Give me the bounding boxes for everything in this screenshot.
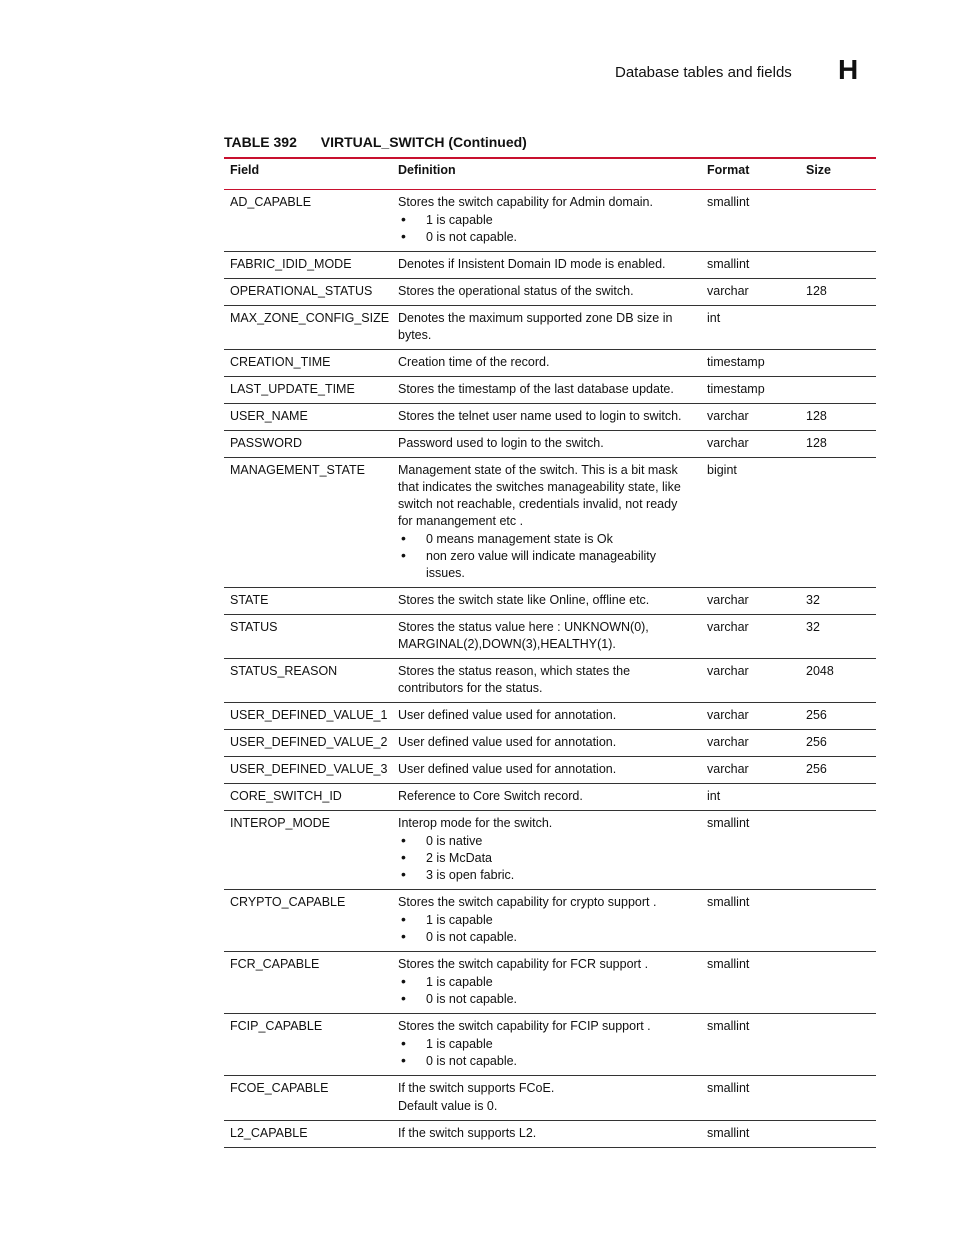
definition-text: Stores the status reason, which states the contributors for the status. (398, 664, 631, 695)
format-cell: varchar (701, 615, 800, 659)
format-cell: timestamp (701, 377, 800, 404)
definition-bullet-list (398, 1036, 695, 1070)
format-cell: int (701, 784, 800, 811)
field-cell: PASSWORD (224, 431, 392, 458)
column-header-size: Size (800, 158, 876, 190)
size-cell (800, 190, 876, 252)
table-header-row (224, 158, 876, 190)
definition-text: Interop mode for the switch. (398, 816, 553, 830)
definition-text: If the switch supports FCoE. (398, 1081, 555, 1095)
table-row (224, 703, 876, 730)
definition-bullet-list (398, 212, 695, 246)
definition-cell (392, 952, 701, 1014)
definition-cell (392, 703, 701, 730)
definition-cell (392, 811, 701, 890)
definition-cell (392, 588, 701, 615)
table-row (224, 350, 876, 377)
definition-bullet-list (398, 974, 695, 1008)
size-cell: 256 (800, 730, 876, 757)
size-cell: 128 (800, 431, 876, 458)
format-cell: varchar (701, 431, 800, 458)
field-cell: FABRIC_IDID_MODE (224, 252, 392, 279)
definition-text: Denotes the maximum supported zone DB size in bytes. (398, 311, 673, 342)
definition-cell (392, 1121, 701, 1148)
field-cell: LAST_UPDATE_TIME (224, 377, 392, 404)
field-cell: FCOE_CAPABLE (224, 1076, 392, 1121)
field-cell: USER_DEFINED_VALUE_2 (224, 730, 392, 757)
definition-text: Stores the operational status of the switch. (398, 284, 634, 298)
definition-text: User defined value used for annotation. (398, 735, 617, 749)
field-cell: USER_DEFINED_VALUE_3 (224, 757, 392, 784)
definition-bullet-list (398, 912, 695, 946)
field-cell: AD_CAPABLE (224, 190, 392, 252)
size-cell: 256 (800, 703, 876, 730)
definition-text: Stores the switch capability for FCIP support . (398, 1019, 651, 1033)
definition-text: Reference to Core Switch record. (398, 789, 583, 803)
definition-text: Password used to login to the switch. (398, 436, 604, 450)
field-cell: STATUS_REASON (224, 659, 392, 703)
definition-bullet-item: • 1 is capable (426, 912, 695, 929)
definition-bullet-item: • 3 is open fabric. (426, 867, 695, 884)
definition-cell (392, 757, 701, 784)
definition-cell (392, 377, 701, 404)
table-row (224, 952, 876, 1014)
field-cell: STATE (224, 588, 392, 615)
definition-cell (392, 730, 701, 757)
table-row (224, 279, 876, 306)
table-row (224, 730, 876, 757)
size-cell (800, 1076, 876, 1121)
definition-cell (392, 431, 701, 458)
definition-cell (392, 615, 701, 659)
definition-bullet-item: • 2 is McData (426, 850, 695, 867)
column-header-format: Format (701, 158, 800, 190)
table-row (224, 659, 876, 703)
field-cell: CREATION_TIME (224, 350, 392, 377)
size-cell: 256 (800, 757, 876, 784)
table-title: VIRTUAL_SWITCH (Continued) (320, 134, 527, 150)
format-cell: smallint (701, 1076, 800, 1121)
field-cell: USER_DEFINED_VALUE_1 (224, 703, 392, 730)
format-cell: varchar (701, 279, 800, 306)
field-cell: FCIP_CAPABLE (224, 1014, 392, 1076)
definition-cell (392, 784, 701, 811)
field-cell: OPERATIONAL_STATUS (224, 279, 392, 306)
table-row (224, 811, 876, 890)
column-header-field: Field (224, 158, 392, 190)
size-cell (800, 952, 876, 1014)
table-number: TABLE 392 (224, 134, 297, 150)
field-cell: FCR_CAPABLE (224, 952, 392, 1014)
definition-bullet-item: • 1 is capable (426, 974, 695, 991)
virtual-switch-table (224, 157, 876, 1148)
table-row (224, 458, 876, 588)
definition-text: Denotes if Insistent Domain ID mode is enabled. (398, 257, 666, 271)
definition-text: User defined value used for annotation. (398, 762, 617, 776)
definition-text: Stores the status value here : UNKNOWN(0), MARGINAL(2),DOWN(3),HEALTHY(1). (398, 620, 649, 651)
size-cell (800, 252, 876, 279)
size-cell: 128 (800, 279, 876, 306)
table-row (224, 615, 876, 659)
definition-text: User defined value used for annotation. (398, 708, 617, 722)
definition-text: If the switch supports L2. (398, 1126, 537, 1140)
size-cell (800, 784, 876, 811)
size-cell (800, 377, 876, 404)
definition-bullet-item: • 0 is not capable. (426, 991, 695, 1008)
table-row (224, 588, 876, 615)
definition-cell (392, 306, 701, 350)
table-row (224, 431, 876, 458)
definition-bullet-item: • 0 means management state is Ok (426, 531, 695, 548)
format-cell: smallint (701, 811, 800, 890)
definition-note: Default value is 0. (398, 1099, 498, 1113)
definition-bullet-item: • 0 is not capable. (426, 229, 695, 246)
definition-cell (392, 458, 701, 588)
field-cell: STATUS (224, 615, 392, 659)
table-row (224, 784, 876, 811)
definition-cell (392, 252, 701, 279)
format-cell: varchar (701, 730, 800, 757)
format-cell: smallint (701, 1121, 800, 1148)
size-cell: 32 (800, 588, 876, 615)
format-cell: smallint (701, 252, 800, 279)
format-cell: timestamp (701, 350, 800, 377)
definition-cell (392, 1076, 701, 1121)
format-cell: varchar (701, 588, 800, 615)
size-cell (800, 1121, 876, 1148)
definition-text: Stores the switch capability for Admin domain. (398, 195, 653, 209)
size-cell (800, 890, 876, 952)
definition-cell (392, 404, 701, 431)
definition-cell (392, 350, 701, 377)
table-row (224, 377, 876, 404)
format-cell: smallint (701, 1014, 800, 1076)
format-cell: smallint (701, 890, 800, 952)
definition-cell (392, 659, 701, 703)
definition-text: Stores the switch capability for FCR support . (398, 957, 649, 971)
definition-cell (392, 279, 701, 306)
table-row (224, 890, 876, 952)
column-header-definition: Definition (392, 158, 701, 190)
format-cell: bigint (701, 458, 800, 588)
format-cell: int (701, 306, 800, 350)
size-cell: 2048 (800, 659, 876, 703)
size-cell (800, 811, 876, 890)
table-row (224, 306, 876, 350)
format-cell: smallint (701, 952, 800, 1014)
definition-cell (392, 190, 701, 252)
definition-bullet-item: • 1 is capable (426, 212, 695, 229)
definition-bullet-item: • 0 is not capable. (426, 929, 695, 946)
table-row (224, 252, 876, 279)
definition-bullet-item: • 1 is capable (426, 1036, 695, 1053)
format-cell: varchar (701, 659, 800, 703)
field-cell: USER_NAME (224, 404, 392, 431)
size-cell: 128 (800, 404, 876, 431)
running-header-title: Database tables and fields (615, 64, 792, 81)
field-cell: CRYPTO_CAPABLE (224, 890, 392, 952)
definition-text: Creation time of the record. (398, 355, 550, 369)
size-cell (800, 1014, 876, 1076)
format-cell: smallint (701, 190, 800, 252)
definition-bullet-item: • non zero value will indicate manageability issues. (426, 548, 695, 582)
definition-bullet-item: • 0 is not capable. (426, 1053, 695, 1070)
definition-text: Stores the timestamp of the last database update. (398, 382, 674, 396)
field-cell: CORE_SWITCH_ID (224, 784, 392, 811)
field-cell: MAX_ZONE_CONFIG_SIZE (224, 306, 392, 350)
definition-text: Stores the switch capability for crypto support . (398, 895, 657, 909)
size-cell (800, 350, 876, 377)
table-body (224, 190, 876, 1148)
field-cell: MANAGEMENT_STATE (224, 458, 392, 588)
table-caption (224, 134, 527, 150)
definition-text: Stores the switch state like Online, offline etc. (398, 593, 650, 607)
table-row (224, 1121, 876, 1148)
definition-bullet-list (398, 833, 695, 884)
definition-bullet-item: • 0 is native (426, 833, 695, 850)
table-row (224, 190, 876, 252)
size-cell (800, 306, 876, 350)
size-cell (800, 458, 876, 588)
table-row (224, 1076, 876, 1121)
definition-cell (392, 1014, 701, 1076)
definition-text: Stores the telnet user name used to login to switch. (398, 409, 682, 423)
size-cell: 32 (800, 615, 876, 659)
definition-cell (392, 890, 701, 952)
definition-text: Management state of the switch. This is a bit mask that indicates the switches manageability state, like switch not reachable, credentials invalid, not ready for manangement etc . (398, 463, 681, 528)
table-row (224, 757, 876, 784)
format-cell: varchar (701, 757, 800, 784)
appendix-letter: H (838, 54, 859, 85)
table-row (224, 1014, 876, 1076)
field-cell: L2_CAPABLE (224, 1121, 392, 1148)
field-cell: INTEROP_MODE (224, 811, 392, 890)
format-cell: varchar (701, 703, 800, 730)
format-cell: varchar (701, 404, 800, 431)
table-row (224, 404, 876, 431)
definition-bullet-list (398, 531, 695, 582)
